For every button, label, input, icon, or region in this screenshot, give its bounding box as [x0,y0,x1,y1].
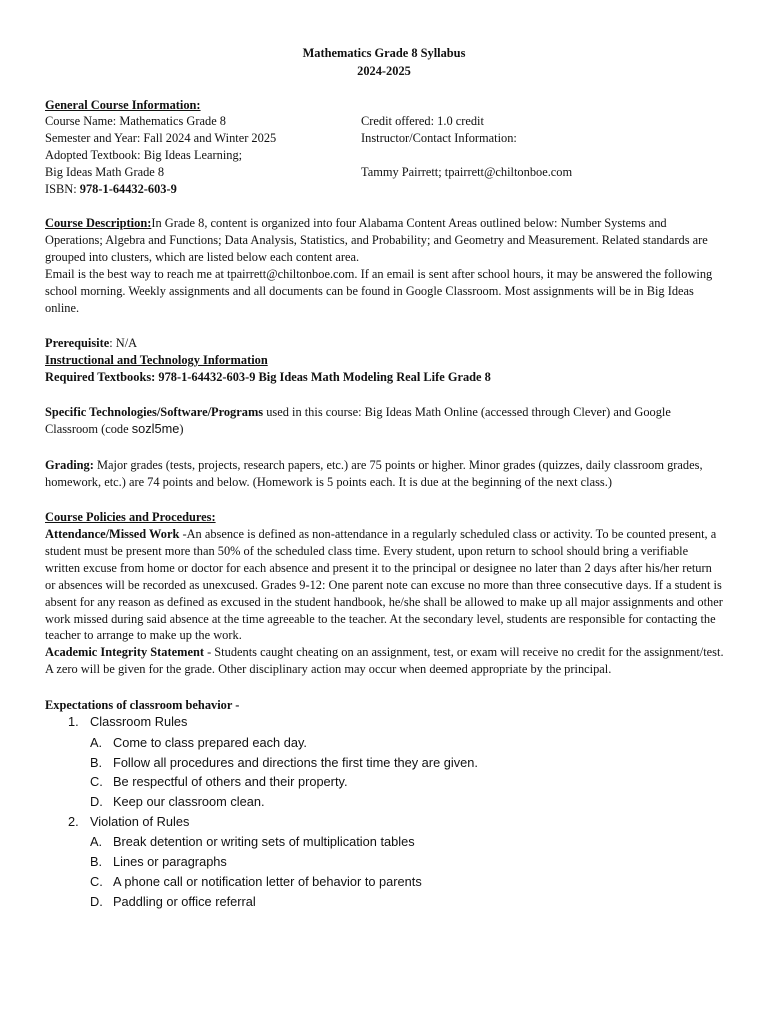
list-letter: A. [90,735,103,750]
semester-year: Semester and Year: Fall 2024 and Winter 2025 [45,131,277,145]
list-item: Come to class prepared each day. [113,735,307,750]
integrity-statement [45,644,725,678]
grading [45,457,725,491]
general-info-heading: General Course Information: [45,98,201,112]
list-item: Lines or paragraphs [113,854,227,869]
course-description-text: In Grade 8, content is organized into four Alabama Content Areas outlined below: Number Systems and Operations; Algebra and Functions; Data Analysis, Statistics, and Probability; and Geometry and Measurement. Related standards are grouped into clusters, which are listed below each content area. [45,216,708,264]
adopted-textbook-title: Big Ideas Math Grade 8 [45,165,165,179]
list-number: 1. [68,714,79,729]
attendance-text: -An absence is defined as non-attendance in a regularly scheduled class or activity. To be counted present, a student must be present more than 50% of the scheduled class time. Every student, upon return to school should bring a verifiable written excuse from home or doctor for each absence and present it to the principal or designee no later than 2 days after his/her return or absences will be recorded as unexcused. Grades 9-12: One parent note can excuse no more than three consecutive days. If a student is absent for any reason as defined as excused in the student handbook, he/she shall be allowed to make up all major assignments and other work missed during said absence at the time agreeable to the teacher. At the secondary level, students are responsible for contacting the teacher to arrange to make up the work. [45,527,723,643]
list-item: Keep our classroom clean. [113,794,265,809]
isbn-value: 978-1-64432-603-9 [79,182,177,196]
technologies-text: used in this course: Big Ideas Math Online (accessed through Clever) and Google Classroom (code [45,405,671,436]
list-letter: A. [90,834,103,849]
technologies-close: ) [179,421,184,436]
isbn-label: ISBN: [45,182,80,196]
required-textbooks-label: Required Textbooks [45,370,152,384]
classroom-code: sozl5me [131,420,180,436]
email-note: Email is the best way to reach me at tpairrett@chiltonboe.com. If an email is sent after school hours, it may be answered the following school morning. Weekly assignments and all documents can be found in Google Classroom. Most assignments will be in Big Ideas online. [45,267,713,315]
grading-label: Grading: [45,458,94,472]
prerequisite [45,335,725,352]
policies-heading: Course Policies and Procedures: [45,510,216,524]
technologies [45,404,725,438]
list-item: Break detention or writing sets of multiplication tables [113,834,415,849]
prerequisite-label: Prerequisite [45,336,110,350]
list-item: A phone call or notification letter of behavior to parents [113,874,422,889]
list-letter: C. [90,874,103,889]
list-item: Be respectful of others and their property. [113,774,348,789]
isbn-line [45,181,345,198]
list-item: Follow all procedures and directions the first time they are given. [113,755,478,770]
list-letter: B. [90,755,103,770]
integrity-text: - Students caught cheating on an assignment, test, or exam will receive no credit for the assignment/test. A zero will be given for the grade. Other disciplinary action may occur when deemed appropriate by the principal. [45,645,724,676]
list-letter: D. [90,894,103,909]
integrity-label: Academic Integrity Statement [45,645,204,659]
course-description [45,215,725,266]
technologies-label: Specific Technologies/Software/Programs [45,405,264,419]
list-item: Paddling or office referral [113,894,256,909]
prerequisite-value: : N/A [109,336,138,350]
credit-offered: Credit offered: 1.0 credit [361,114,484,128]
course-name: Course Name: Mathematics Grade 8 [45,114,226,128]
attendance-label: Attendance/Missed Work [45,527,180,541]
course-description-heading: Course Description: [45,216,152,230]
required-textbooks-value: : 978-1-64432-603-9 Big Ideas Math Modeling Real Life Grade 8 [151,370,491,384]
behavior-heading: Expectations of classroom behavior - [45,698,240,712]
page-title: Mathematics Grade 8 Syllabus [302,46,466,60]
list-letter: C. [90,774,103,789]
list-letter: B. [90,854,103,869]
attendance-policy [45,526,725,644]
list-letter: D. [90,794,103,809]
instructor-contact: Tammy Pairrett; tpairrett@chiltonboe.com [361,165,573,179]
instructional-heading: Instructional and Technology Information [45,353,268,367]
grading-text: Major grades (tests, projects, research papers, etc.) are 75 points or higher. Minor grades (quizzes, daily classroom grades, homework, etc.) are 74 points and below. (Homework is 5 points each. It is due at the beginning of the next class.) [45,458,703,489]
instructor-label: Instructor/Contact Information: [361,131,517,145]
violation-of-rules-title: Violation of Rules [90,814,190,829]
classroom-rules-title: Classroom Rules [90,714,188,729]
list-number: 2. [68,814,79,829]
required-textbooks [45,369,725,386]
adopted-textbook: Adopted Textbook: Big Ideas Learning; [45,148,243,162]
school-year: 2024-2025 [357,64,411,78]
